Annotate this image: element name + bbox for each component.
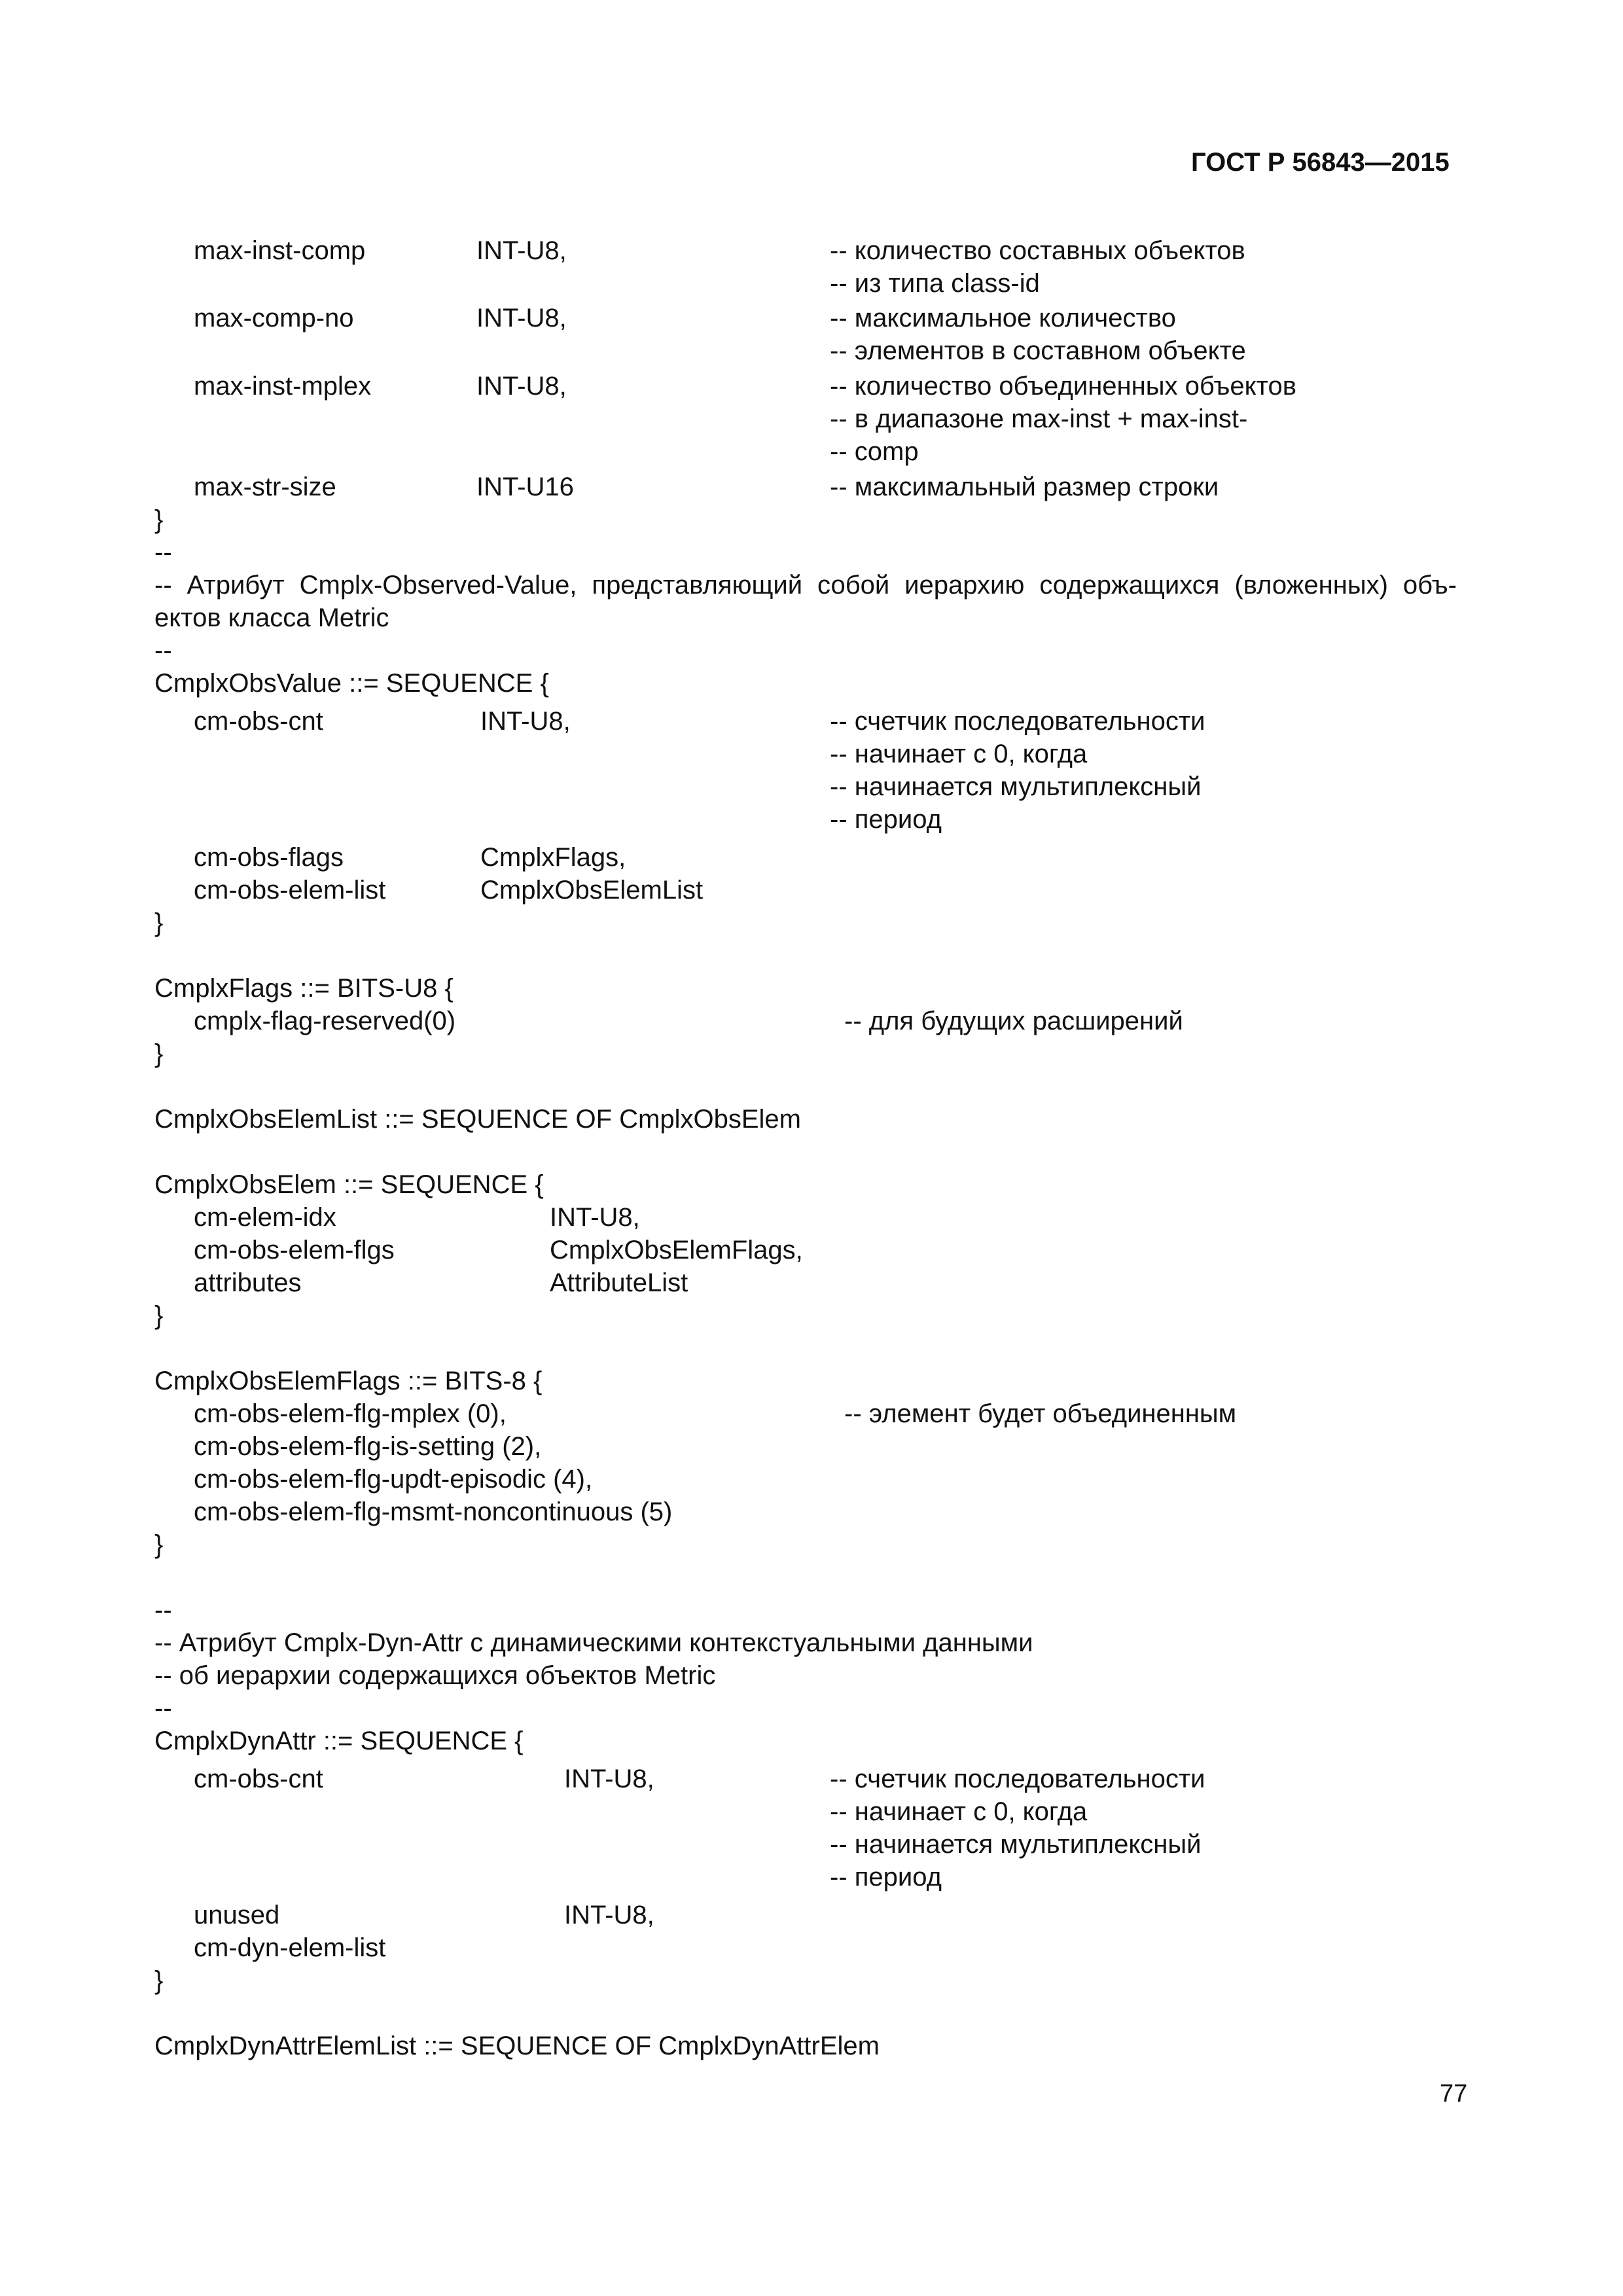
text-line-l3a: max-comp-no: [194, 304, 354, 332]
text-line-l14: CmplxObsValue ::= SEQUENCE {: [154, 669, 549, 698]
text-line-l30: }: [154, 1301, 164, 1330]
text-line-l37: --: [154, 1596, 172, 1624]
text-line-l29a: attributes: [194, 1268, 302, 1297]
text-line-l5a: max-inst-mplex: [194, 372, 372, 401]
text-line-l8b: INT-U16: [476, 473, 574, 501]
text-line-l27b: INT-U8,: [550, 1203, 640, 1232]
text-line-l16c: -- начинает с 0, когда: [830, 740, 1088, 768]
text-line-l5c: -- количество объединенных объектов: [830, 372, 1296, 401]
text-line-l32a: cm-obs-elem-flg-mplex (0),: [194, 1399, 507, 1428]
text-line-l19b: CmplxFlags,: [480, 843, 626, 872]
text-line-l15c: -- счетчик последовательности: [830, 707, 1205, 736]
text-line-l18c: -- период: [830, 805, 942, 834]
text-line-l1a: max-inst-comp: [194, 236, 366, 265]
text-line-l5b: INT-U8,: [476, 372, 567, 401]
text-line-l20b: CmplxObsElemList: [480, 876, 704, 905]
text-line-l19a: cm-obs-flags: [194, 843, 344, 872]
text-line-l8a: max-str-size: [194, 473, 336, 501]
text-line-l39: -- об иерархии содержащихся объектов Metric: [154, 1661, 716, 1690]
text-line-l25: CmplxObsElemList ::= SEQUENCE OF CmplxObsElem: [154, 1105, 801, 1134]
text-line-l2c: -- из типа class-id: [830, 269, 1040, 298]
text-line-l46b: INT-U8,: [564, 1901, 654, 1929]
text-line-l3c: -- максимальное количество: [830, 304, 1176, 332]
text-line-l26: CmplxObsElem ::= SEQUENCE {: [154, 1170, 544, 1199]
text-line-l13: --: [154, 636, 172, 665]
text-line-l32c: -- элемент будет объединенным: [844, 1399, 1237, 1428]
text-line-l29b: AttributeList: [550, 1268, 688, 1297]
text-line-l47a: cm-dyn-elem-list: [194, 1933, 386, 1962]
text-line-l15a: cm-obs-cnt: [194, 707, 323, 736]
text-line-l34: cm-obs-elem-flg-updt-episodic (4),: [194, 1465, 593, 1494]
text-line-l6c: -- в диапазоне max-inst + max-inst-: [830, 404, 1248, 433]
text-line-l27a: cm-elem-idx: [194, 1203, 336, 1232]
text-line-l46a: unused: [194, 1901, 280, 1929]
text-line-l7c: -- comp: [830, 437, 919, 466]
text-line-l4c: -- элементов в составном объекте: [830, 336, 1246, 365]
document-header: ГОСТ Р 56843—2015: [1191, 148, 1450, 177]
text-line-l22: CmplxFlags ::= BITS-U8 {: [154, 974, 454, 1003]
text-line-l28b: CmplxObsElemFlags,: [550, 1236, 803, 1265]
text-line-l28a: cm-obs-elem-flgs: [194, 1236, 395, 1265]
text-line-l48: }: [154, 1966, 164, 1995]
text-line-l45c: -- период: [830, 1863, 942, 1892]
text-line-l38: -- Атрибут Cmplx-Dyn-Attr с динамическими контекстуальными данными: [154, 1628, 1033, 1657]
text-line-l9: }: [154, 505, 164, 534]
text-line-l1b: INT-U8,: [476, 236, 567, 265]
text-line-l42a: cm-obs-cnt: [194, 1765, 323, 1793]
text-line-l43c: -- начинает с 0, когда: [830, 1797, 1088, 1826]
text-line-l49: CmplxDynAttrElemList ::= SEQUENCE OF CmplxDynAttrElem: [154, 2032, 880, 2060]
text-line-l42c: -- счетчик последовательности: [830, 1765, 1205, 1793]
text-line-l36: }: [154, 1530, 164, 1559]
text-line-l1c: -- количество составных объектов: [830, 236, 1245, 265]
text-line-l42b: INT-U8,: [564, 1765, 654, 1793]
text-line-l24: }: [154, 1039, 164, 1068]
text-line-l44c: -- начинается мультиплексный: [830, 1830, 1202, 1859]
text-line-l31: CmplxObsElemFlags ::= BITS-8 {: [154, 1367, 543, 1395]
text-line-l21: }: [154, 908, 164, 937]
text-line-l23c: -- для будущих расширений: [844, 1007, 1183, 1035]
text-line-l41: CmplxDynAttr ::= SEQUENCE {: [154, 1727, 524, 1755]
text-line-l23a: cmplx-flag-reserved(0): [194, 1007, 456, 1035]
text-line-l10: --: [154, 538, 172, 567]
text-line-l3b: INT-U8,: [476, 304, 567, 332]
text-line-l15b: INT-U8,: [480, 707, 571, 736]
text-line-l17c: -- начинается мультиплексный: [830, 772, 1202, 801]
text-line-l35: cm-obs-elem-flg-msmt-noncontinuous (5): [194, 1498, 673, 1526]
text-line-l12: ектов класса Metric: [154, 603, 389, 632]
text-line-l33: cm-obs-elem-flg-is-setting (2),: [194, 1432, 542, 1461]
page-number: 77: [1440, 2080, 1468, 2108]
text-line-l8c: -- максимальный размер строки: [830, 473, 1219, 501]
text-line-l11: -- Атрибут Cmplx-Observed-Value, представляющий собой иерархию содержащихся (вложенных) объ-: [154, 571, 1457, 600]
text-line-l20a: cm-obs-elem-list: [194, 876, 386, 905]
text-line-l40: --: [154, 1694, 172, 1723]
